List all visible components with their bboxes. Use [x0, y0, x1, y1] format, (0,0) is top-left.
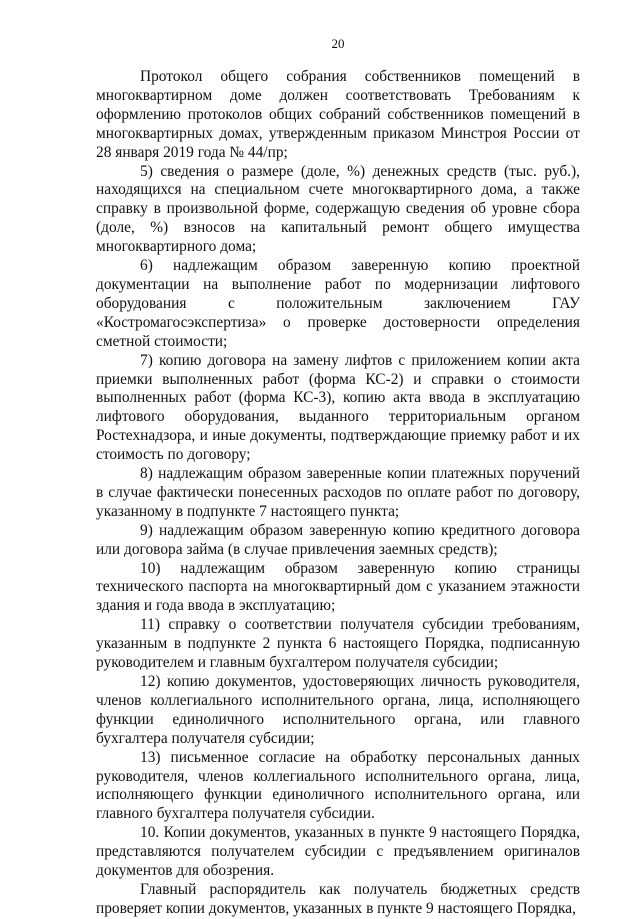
page-number: 20: [331, 36, 345, 51]
paragraph-item-5: 5) сведения о размере (доле, %) денежных средств (тыс. руб.), находящихся на специальном счете многоквартирного дома, а также справку в произвольной форме, содержащую сведения об уровне сбора (доле, %) взносов на капитальный ремонт общего имущества многоквартирного дома;: [96, 162, 580, 256]
paragraph-main-administrator: Главный распорядитель как получатель бюджетных средств проверяет копии документов, указанных в пункте 9 настоящего Порядка,: [96, 880, 580, 917]
paragraph-item-9: 9) надлежащим образом заверенную копию кредитного договора или договора займа (в случае привлечения заемных средств);: [96, 521, 580, 558]
paragraph-item-11: 11) справку о соответствии получателя субсидии требованиям, указанным в подпункте 2 пункта 6 настоящего Порядка, подписанную руководителем и главным бухгалтером получателя субсидии;: [96, 616, 580, 672]
paragraph-point-10: 10. Копии документов, указанных в пункте 9 настоящего Порядка, представляются получателем субсидии с предъявлением оригиналов документов для обозрения.: [96, 824, 580, 880]
paragraph-item-6: 6) надлежащим образом заверенную копию проектной документации на выполнение работ по модернизации лифтового оборудования с положительным заключением ГАУ «Костромагосэкспертиза» о проверке достоверности определения сметной стоимости;: [96, 257, 580, 350]
paragraph-item-7: 7) копию договора на замену лифтов с приложением копии акта приемки выполненных работ (форма КС-2) и справки о стоимости выполненных работ (форма КС-3), копию акта ввода в эксплуатацию лифтового оборудования, выданного территориальным органом Ростехнадзора, и иные документы, подтверждающие приемку работ и их стоимость по договору;: [96, 351, 580, 464]
paragraph-item-10: 10) надлежащим образом заверенную копию страницы технического паспорта на многоквартирный дом с указанием этажности здания и года ввода в эксплуатацию;: [96, 559, 580, 615]
document-page: [96, 36, 580, 919]
paragraph-item-12: 12) копию документов, удостоверяющих личность руководителя, членов коллегиального исполнительного органа, лица, исполняющего функции единоличного исполнительного органа, или главного бухгалтера получателя субсидии;: [96, 673, 580, 747]
paragraph-protocol-requirements: Протокол общего собрания собственников помещений в многоквартирном доме должен соответствовать Требованиям к оформлению протоколов общих собраний собственников помещений в многоквартирных домах, утвержденным приказом Минстроя России от 28 января 2019 года № 44/пр;: [96, 68, 580, 161]
paragraph-item-13: 13) письменное согласие на обработку персональных данных руководителя, членов коллегиального исполнительного органа, лица, исполняющего функции единоличного исполнительного органа, или главного бухгалтера получателя субсидии.: [96, 748, 580, 823]
document-body: [96, 68, 580, 919]
paragraph-item-8: 8) надлежащим образом заверенные копии платежных поручений в случае фактически понесенных расходов по оплате работ по договору, указанному в подпункте 7 настоящего пункта;: [96, 465, 580, 520]
